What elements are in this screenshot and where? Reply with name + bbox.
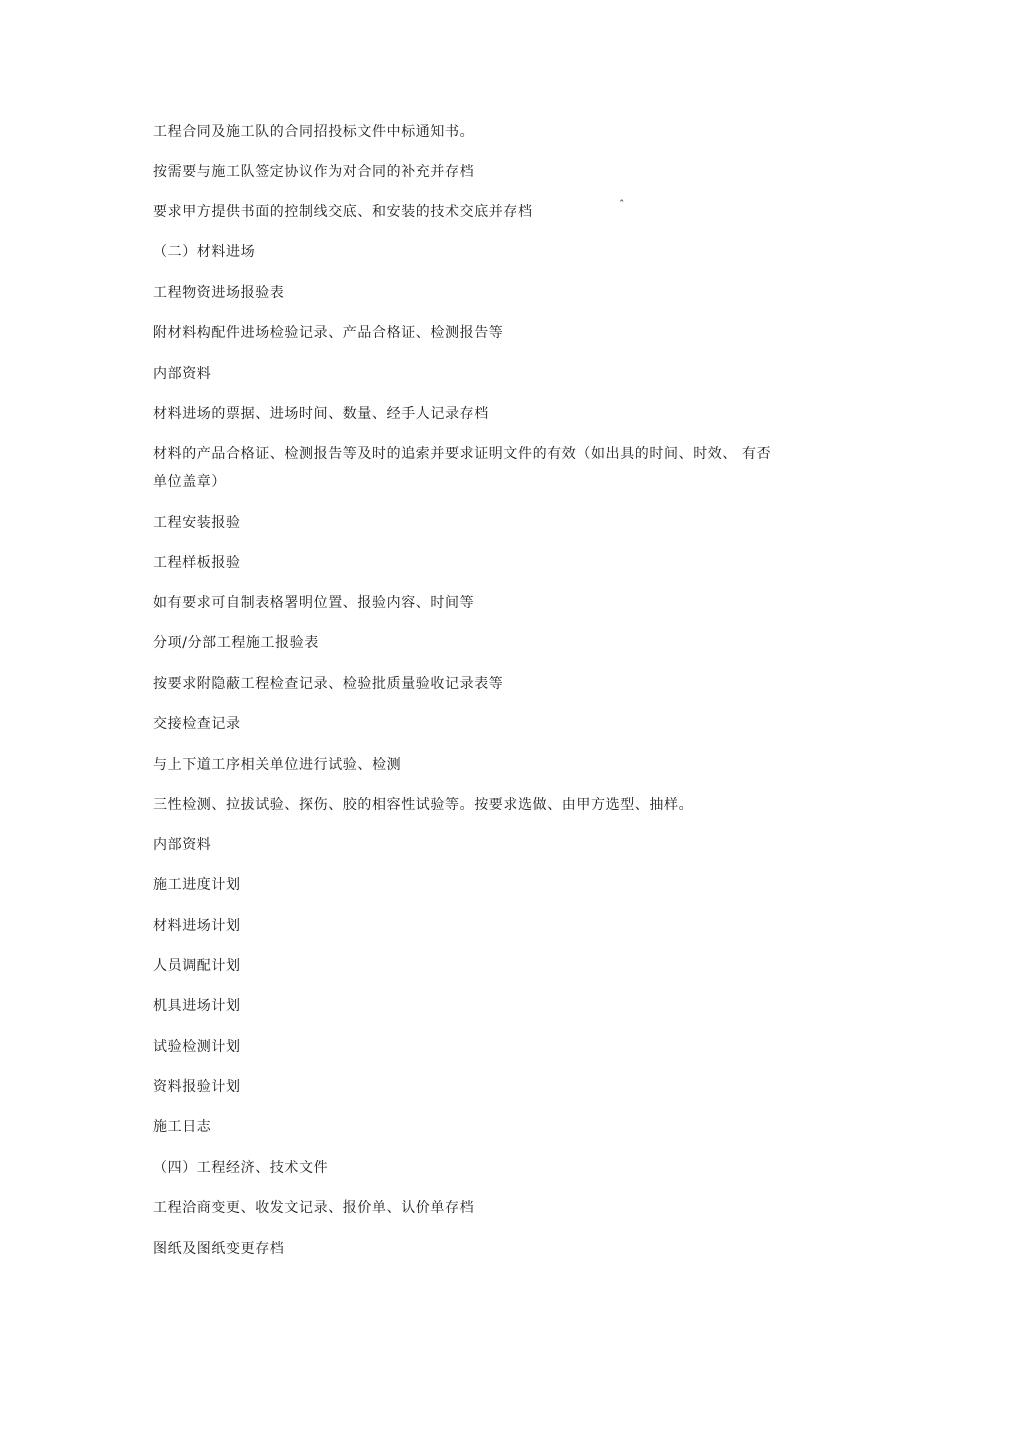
text-line: 材料进场计划: [153, 918, 241, 934]
text-line: 按需要与施工队签定协议作为对合同的补充并存档: [153, 164, 475, 180]
text-line: 如有要求可自制表格署明位置、报验内容、时间等: [153, 595, 475, 611]
text-line: 三性检测、拉拔试验、探伤、胶的相容性试验等。按要求选做、由甲方选型、抽样。: [153, 797, 694, 813]
section-heading: （二）材料进场: [153, 244, 256, 260]
text-line: 分项/分部工程施工报验表: [153, 635, 319, 651]
text-line: 工程物资进场报验表: [153, 285, 285, 301]
text-line: 内部资料: [153, 837, 212, 853]
text-line: 机具进场计划: [153, 998, 241, 1014]
text-line: 工程合同及施工队的合同招投标文件中标通知书。: [153, 124, 475, 140]
text-line: 按要求附隐蔽工程检查记录、检验批质量验收记录表等: [153, 676, 504, 692]
text-line: 工程洽商变更、收发文记录、报价单、认价单存档: [153, 1200, 475, 1216]
text-line: 施工日志: [153, 1119, 212, 1135]
text-line: 施工进度计划: [153, 877, 241, 893]
text-line: 要求甲方提供书面的控制线交底、和安装的技术交底并存档: [153, 204, 533, 220]
text-line: 与上下道工序相关单位进行试验、检测: [153, 757, 402, 773]
text-line: 工程样板报验: [153, 555, 241, 571]
text-line: 交接检查记录: [153, 716, 241, 732]
text-line: 附材料构配件进场检验记录、产品合格证、检测报告等: [153, 325, 504, 341]
text-line: 人员调配计划: [153, 958, 241, 974]
text-line: 资料报验计划: [153, 1079, 241, 1095]
text-paragraph: 材料的产品合格证、检测报告等及时的追索并要求证明文件的有效（如出具的时间、时效、 有否单位盖章）: [153, 446, 772, 490]
text-line: 材料进场的票据、进场时间、数量、经手人记录存档: [153, 406, 489, 422]
text-line: 工程安装报验: [153, 515, 241, 531]
text-line: 内部资料: [153, 366, 212, 382]
text-line: 试验检测计划: [153, 1039, 241, 1055]
stray-mark: ˆ: [619, 198, 625, 211]
section-heading: （四）工程经济、技术文件: [153, 1160, 329, 1176]
text-line: 图纸及图纸变更存档: [153, 1241, 285, 1257]
